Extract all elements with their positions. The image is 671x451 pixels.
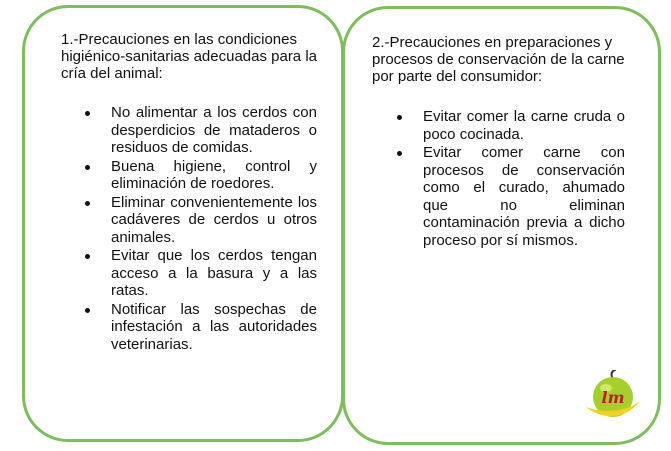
list-item: Evitar comer carne con procesos de conservación como el curado, ahumado que no eliminan contaminación previa a dicho proceso por sí mismos.	[397, 144, 625, 249]
list-item: Notificar las sospechas de infestación a las autoridades veterinarias.	[85, 301, 317, 354]
list-item: Evitar comer la carne cruda o poco cocinada.	[397, 108, 625, 143]
list-item: Evitar que los cerdos tengan acceso a la basura y a las ratas.	[85, 247, 317, 300]
left-card	[22, 5, 344, 442]
list-item: Eliminar convenientemente los cadáveres de cerdos u otros animales.	[85, 194, 317, 247]
left-bullet-list	[85, 104, 317, 354]
list-item: Buena higiene, control y eliminación de roedores.	[85, 158, 317, 193]
lm-logo	[584, 370, 642, 422]
logo-text: lm	[601, 388, 625, 407]
right-bullet-list	[397, 108, 625, 250]
list-item: No alimentar a los cerdos con desperdicios de mataderos o residuos de comidas.	[85, 104, 317, 157]
left-card-title: 1.-Precauciones en las condiciones higiénico-sanitarias adecuadas para la cría del animal:	[61, 31, 317, 82]
right-card-title: 2.-Precauciones en preparaciones y procesos de conservación de la carne por parte del consumidor:	[372, 34, 625, 85]
